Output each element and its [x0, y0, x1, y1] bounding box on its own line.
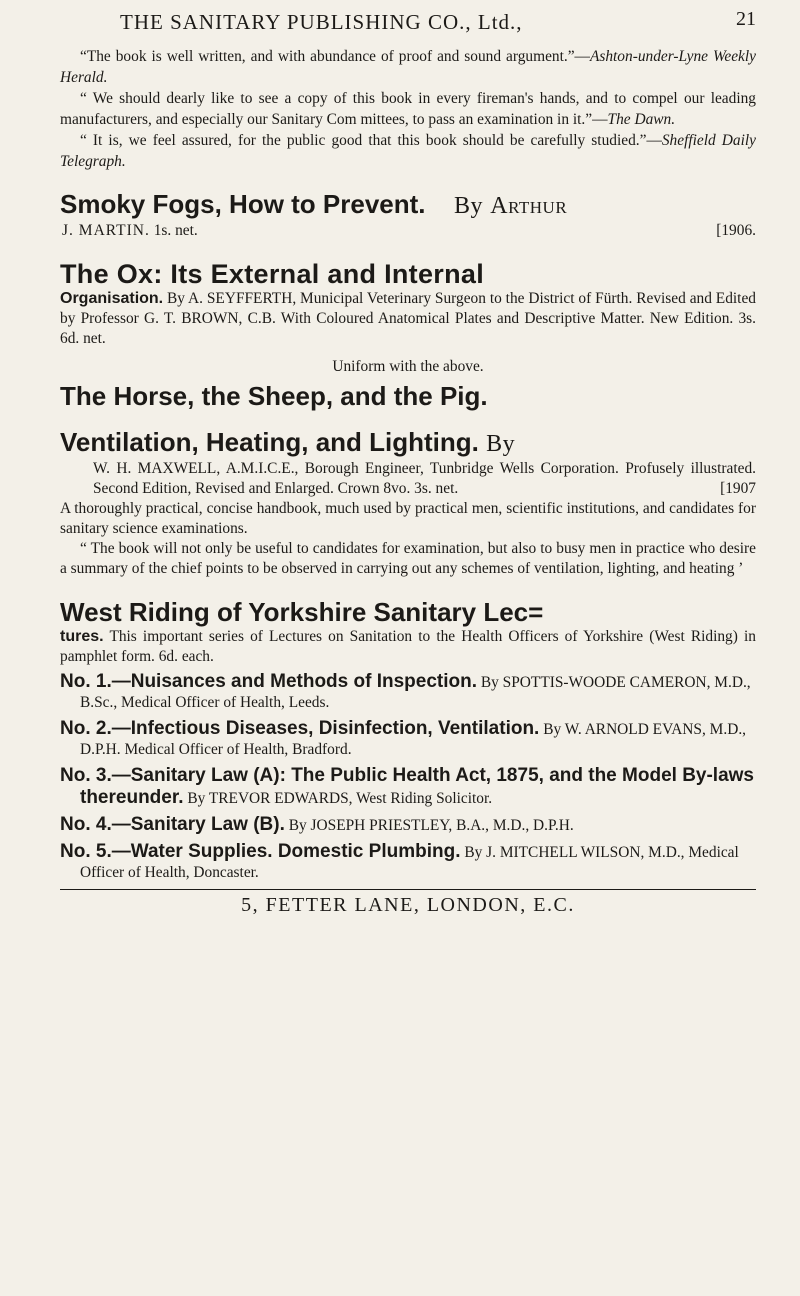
book-description: Organisation. By A. SEYFFERTH, Municipal Veterinary Surgeon to the District of Fürth. Revised and Edited by Professor G. T. BROWN, C.B. With Coloured Anatomical Plates and Descriptive Matter. New Edition. 3s. 6d. net. — [60, 290, 756, 347]
book-quote: “ The book will not only be useful to candidates for examination, but also to busy men in practice who desire a summary of the chief points to be observed in carrying out any schemes of ventilation, lighting, and heating ’ — [60, 540, 756, 577]
review-source: Sheffield Daily Telegraph. — [60, 132, 756, 170]
lecture-item: No. 2.—Infectious Diseases, Disinfection, Ventilation. By W. ARNOLD EVANS, M.D., D.P.H. Medical Officer of Health, Bradford. — [60, 718, 747, 758]
review-2: “ We should dearly like to see a copy of this book in every fireman's hands, and to compel our leading manufacturers, and especially our Sanitary Com mittees, to pass an examination in it.”—The Dawn. — [60, 90, 756, 128]
book-title: Ventilation, Heating, and Lighting. By — [60, 427, 516, 457]
page — [60, 0, 756, 917]
book-the-ox — [60, 259, 756, 377]
lecture-item: No. 3.—Sanitary Law (A): The Public Health Act, 1875, and the Model By-laws thereunder. By TREVOR EDWARDS, West Riding Solicitor. — [60, 765, 754, 808]
lecture-item: No. 5.—Water Supplies. Domestic Plumbing. By J. MITCHELL WILSON, M.D., Medical Officer of Health, Doncaster. — [60, 841, 739, 881]
uniform-note: Uniform with the above. — [332, 358, 484, 375]
review-1: “The book is well written, and with abundance of proof and sound argument.”—Ashton-under-Lyne Weekly Herald. — [60, 48, 756, 86]
book-title: The Ox: Its External and Internal — [60, 259, 484, 289]
publication-date: [1906. — [716, 222, 756, 239]
footer-address: 5, FETTER LANE, LONDON, E.C. — [241, 894, 575, 916]
review-source: The Dawn. — [607, 111, 676, 128]
running-head — [60, 0, 756, 44]
lecture-list — [60, 671, 756, 883]
lecture-item: No. 4.—Sanitary Law (B). By JOSEPH PRIESTLEY, B.A., M.D., D.P.H. — [60, 814, 574, 835]
book-description: W. H. MAXWELL, A.M.I.C.E., Borough Engineer, Tunbridge Wells Corporation. Profusely illustrated. Second Edition, Revised and Enlarged. Crown 8vo. 3s. net. [1907 — [93, 460, 756, 497]
lectures-intro: tures. This important series of Lectures on Sanitation to the Health Officers of Yorkshire (West Riding) in pamphlet form. 6d. each. — [60, 628, 756, 665]
book-summary: A thoroughly practical, concise handbook, much used by practical men, scientific institutions, and candidates for sanitary science examinations. — [60, 500, 756, 537]
review-source: Ashton-under-Lyne Weekly Herald. — [60, 48, 756, 86]
lectures-title: West Riding of Yorkshire Sanitary Lec= — [60, 597, 544, 627]
running-title: THE SANITARY PUBLISHING CO., Ltd., — [120, 10, 523, 34]
book-horse-sheep-pig — [60, 381, 756, 411]
publication-date: [1907 — [720, 480, 756, 497]
book-ventilation — [60, 427, 756, 579]
page-number: 21 — [736, 8, 756, 30]
book-title: The Horse, the Sheep, and the Pig. — [60, 381, 488, 411]
book-details: J. MARTIN. 1s. net. [1906. — [62, 222, 756, 239]
book-smoky-fogs — [60, 189, 756, 241]
reviews — [60, 46, 756, 172]
footer-rule — [60, 889, 756, 890]
book-title: Smoky Fogs, How to Prevent. By Arthur — [60, 189, 568, 219]
review-3: “ It is, we feel assured, for the public good that this book should be carefully studied.”—Sheffield Daily Telegraph. — [60, 132, 756, 170]
lectures-series — [60, 597, 756, 883]
lecture-item: No. 1.—Nuisances and Methods of Inspection. By SPOTTIS-WOODE CAMERON, M.D., B.Sc., Medical Officer of Health, Leeds. — [60, 671, 751, 711]
